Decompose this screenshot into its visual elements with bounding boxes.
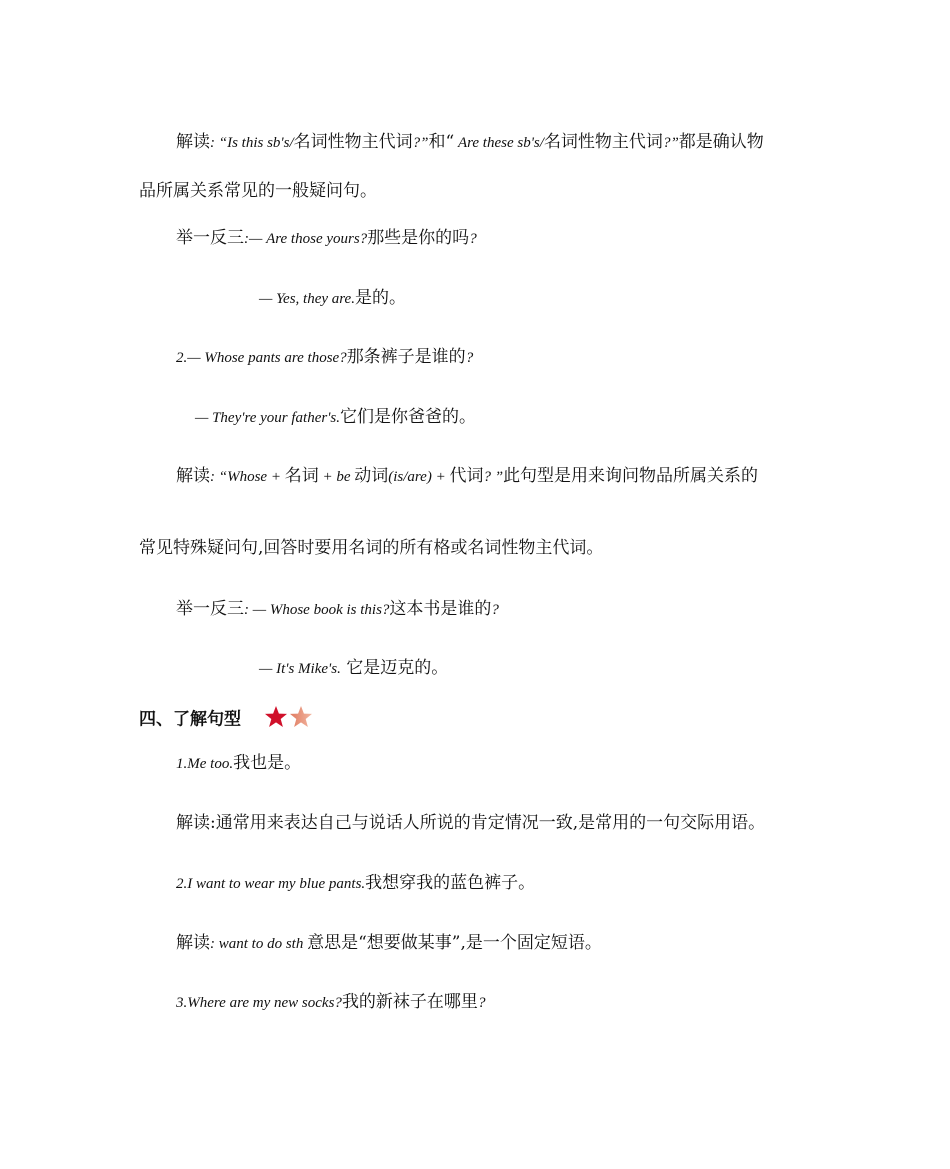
line-pattern-2 xyxy=(176,872,535,895)
text: 解读 xyxy=(176,132,210,152)
text: ? xyxy=(491,602,499,618)
text: 举一反三 xyxy=(176,599,244,619)
line-sentence-2-answer xyxy=(195,406,476,429)
text: : — Whose book is this? xyxy=(244,602,390,618)
text: 3.Where are my new socks? xyxy=(176,995,342,1011)
text: 那些是你的吗 xyxy=(367,228,470,248)
text: 举一反三 xyxy=(176,228,244,248)
text: 常见特殊疑问句,回答时要用名词的所有格或名词性物主代词。 xyxy=(139,538,604,558)
text: 解读 xyxy=(176,466,210,486)
text: 名词性物主代词 xyxy=(293,132,413,152)
text: ? xyxy=(469,231,477,247)
star-filled-icon xyxy=(265,706,287,727)
text: 它是迈克的。 xyxy=(340,658,449,678)
line-sentence-2 xyxy=(176,346,473,369)
section-heading xyxy=(139,705,314,735)
text: + be xyxy=(318,469,355,485)
text: 是的。 xyxy=(354,288,406,308)
text: 解读 xyxy=(176,933,210,953)
text: 1.Me too. xyxy=(176,756,234,772)
text: 都是确认物 xyxy=(678,132,764,152)
text: ?” xyxy=(412,135,429,151)
line-pattern-2-explanation xyxy=(176,932,602,955)
text: 和“ xyxy=(428,132,455,152)
text: : “Is this sb's/ xyxy=(210,135,294,151)
text: — They're your father's. xyxy=(195,410,341,426)
line-example-2 xyxy=(176,598,499,621)
line-explanation-1-cont xyxy=(139,180,377,202)
text: ? xyxy=(465,350,474,366)
text: 品所属关系常见的一般疑问句。 xyxy=(139,181,377,201)
text: :— Are those yours? xyxy=(244,231,368,247)
text: : “Whose + xyxy=(210,469,285,485)
text: 代词 xyxy=(449,466,484,486)
line-pattern-1-explanation xyxy=(176,812,765,834)
text: 解读:通常用来表达自己与说话人所说的肯定情况一致,是常用的一句交际用语。 xyxy=(176,813,766,833)
text: (is/are) + xyxy=(388,469,450,485)
line-explanation-2 xyxy=(176,465,758,488)
text: 我的新袜子在哪里 xyxy=(341,992,478,1012)
text: ?” xyxy=(662,135,679,151)
line-example-1-answer xyxy=(259,287,406,310)
section-title: 四、了解句型 xyxy=(139,709,241,730)
line-pattern-3 xyxy=(176,991,485,1014)
text: 我想穿我的蓝色裤子。 xyxy=(365,873,536,893)
text: 动词 xyxy=(354,466,389,486)
text: 2.I want to wear my blue pants. xyxy=(176,876,366,892)
line-explanation-1 xyxy=(176,131,764,154)
rating-stars xyxy=(264,705,314,735)
line-explanation-2-cont xyxy=(139,537,603,559)
text: ? xyxy=(477,995,486,1011)
text: — Yes, they are. xyxy=(259,291,355,307)
text: Are these sb's/ xyxy=(454,135,544,151)
text: 这本书是谁的 xyxy=(389,599,492,619)
rating-stars-icon xyxy=(264,705,314,729)
text: : want to do sth xyxy=(210,936,308,952)
line-example-2-answer xyxy=(259,657,448,680)
text: 名词性物主代词 xyxy=(543,132,663,152)
text: 它们是你爸爸的。 xyxy=(340,407,477,427)
star-half-icon xyxy=(290,706,312,727)
text: — It's Mike's. xyxy=(259,661,341,677)
text: 那条裤子是谁的 xyxy=(346,347,466,367)
line-example-1 xyxy=(176,227,477,250)
text: 此句型是用来询问物品所属关系的 xyxy=(503,466,759,486)
text: ? ” xyxy=(483,469,504,485)
text: 我也是。 xyxy=(233,753,302,773)
text: 2.— Whose pants are those? xyxy=(176,350,347,366)
text: 意思是“想要做某事”,是一个固定短语。 xyxy=(307,933,602,953)
text: 名词 xyxy=(284,466,319,486)
line-pattern-1 xyxy=(176,752,301,775)
